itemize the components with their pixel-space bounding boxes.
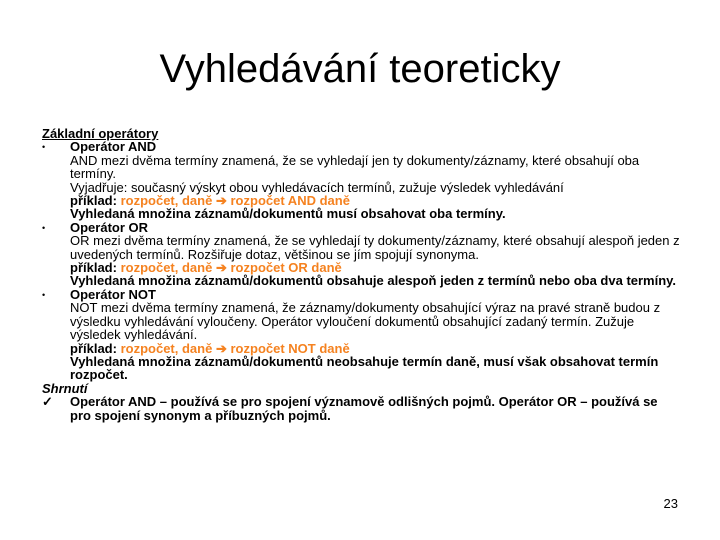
- operator-and-result: Vyhledaná množina záznamů/dokumentů musí obsahovat oba termíny.: [70, 206, 506, 222]
- slide-content: [42, 127, 682, 422]
- arrow-right-icon: ➔: [215, 260, 227, 276]
- example-output: rozpočet OR daně: [230, 260, 342, 276]
- operator-not-result: Vyhledaná množina záznamů/dokumentů neobsahuje termín daně, musí však obsahovat termín rozpočet.: [70, 353, 659, 383]
- operator-and-body: [70, 140, 682, 220]
- example-output: rozpočet AND daně: [230, 193, 350, 209]
- checkmark-icon: ✓: [42, 394, 53, 410]
- summary-item: [42, 395, 682, 422]
- operator-or-description: OR mezi dvěma termíny znamená, že se vyhledají ty dokumenty/záznamy, které obsahují alespoň jeden z uvedených termínů. Rozšiřuje dotaz, většinou se jím spojují synonyma.: [70, 233, 680, 262]
- bullet-icon: •: [42, 289, 46, 300]
- bullet-icon: •: [42, 222, 46, 233]
- example-label: příklad:: [70, 260, 117, 276]
- example-input: rozpočet, daně: [120, 260, 213, 276]
- operator-not-item: [42, 288, 682, 382]
- bullet-icon: •: [42, 142, 46, 153]
- arrow-right-icon: ➔: [215, 340, 227, 356]
- operator-or-name: Operátor OR: [70, 219, 149, 235]
- summary-text: Operátor AND – používá se pro spojení významově odlišných pojmů. Operátor OR – používá se pro spojení synonym a příbuzných pojmů.: [70, 394, 658, 423]
- example-label: příklad:: [70, 193, 117, 209]
- page-number: 23: [663, 496, 678, 511]
- example-input: rozpočet, daně: [120, 340, 213, 356]
- operator-and-item: [42, 140, 682, 220]
- operator-or-example: [70, 261, 682, 274]
- arrow-right-icon: ➔: [215, 193, 227, 209]
- operator-or-item: [42, 221, 682, 288]
- operator-and-description: AND mezi dvěma termíny znamená, že se vyhledají jen ty dokumenty/záznamy, které obsahují oba termíny.: [70, 152, 640, 182]
- operator-not-name: Operátor NOT: [70, 286, 156, 302]
- operator-or-result: Vyhledaná množina záznamů/dokumentů obsahuje alespoň jeden z termínů nebo oba dva termíny.: [70, 273, 677, 289]
- operator-not-example: [70, 342, 682, 355]
- example-output: rozpočet NOT daně: [230, 340, 350, 356]
- operator-and-effect: Vyjadřuje: současný výskyt obou vyhledávacích termínů, zužuje výsledek vyhledávání: [70, 179, 564, 195]
- operator-or-body: [70, 221, 682, 288]
- example-label: příklad:: [70, 340, 117, 356]
- section-heading: Základní operátory: [42, 126, 159, 141]
- operator-and-example: [70, 194, 682, 207]
- operator-not-description: NOT mezi dvěma termíny znamená, že záznamy/dokumenty obsahující výraz na pravé straně budou z výsledku vyhledávání vyloučeny. Operátor vyloučení dokumentů obsahující zadaný termín. Zužuje výsledek vyhledávání.: [70, 300, 661, 343]
- operator-and-name: Operátor AND: [70, 139, 157, 155]
- summary-heading: Shrnutí: [42, 380, 88, 396]
- slide-title: Vyhledávání teoreticky: [159, 47, 561, 91]
- example-input: rozpočet, daně: [120, 193, 213, 209]
- operator-not-body: [70, 288, 682, 382]
